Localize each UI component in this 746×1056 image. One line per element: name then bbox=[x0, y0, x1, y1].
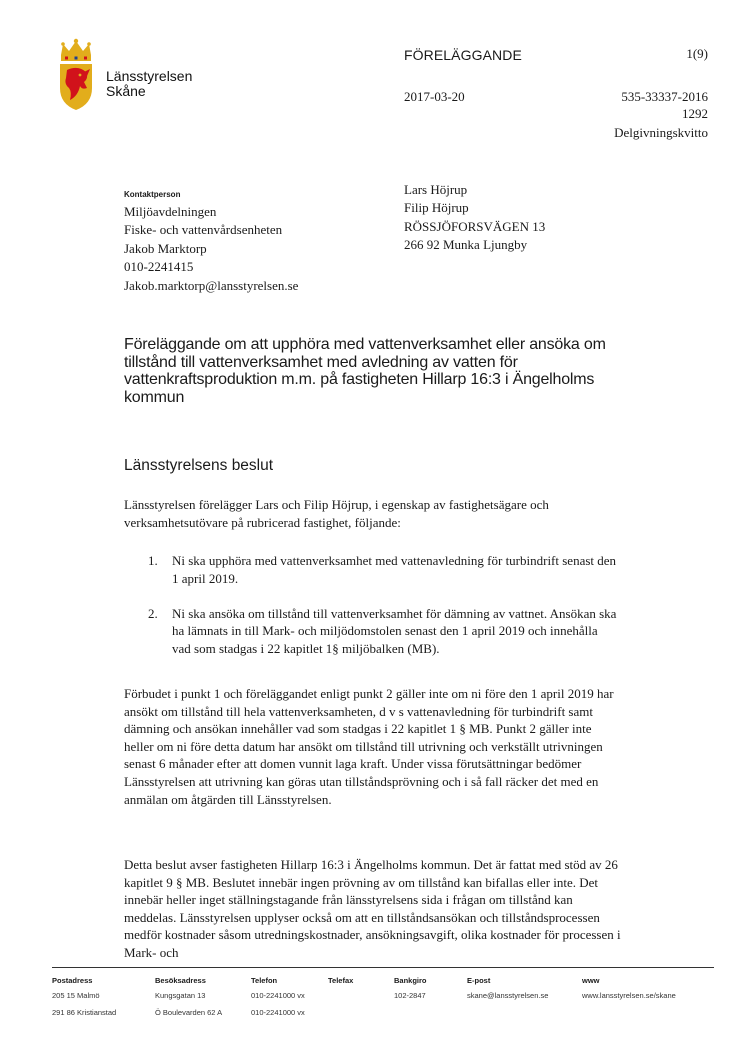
scope-paragraph: Detta beslut avser fastigheten Hillarp 16:3 i Ängelholms kommun. Det är fattat med stöd av 26 kapitlet 9 § MB. Beslutet innebär ingen prövning av om tillstånd kan bifallas eller inte. Det innebär heller inget ställningstagande från länsstyrelsens sida i frågan om tillstånd kan meddelas. Länsstyrelsen upplyser också om att en tillståndsansökan och tillståndsprocessen medför kostnader såsom utredningskostnader, ansökningsavgift, olika kostnader för processen i Mark- och bbox=[124, 857, 621, 960]
decision-list bbox=[148, 552, 618, 658]
footer-web-link[interactable]: www.lansstyrelsen.se/skane bbox=[582, 991, 676, 1000]
document-title: Föreläggande om att upphöra med vattenverksamhet eller ansöka om tillstånd till vattenverksamhet med avledning av vatten för vattenkraftsproduktion m.m. på fastigheten Hillarp 16:3 i Ängelholms kommun bbox=[124, 336, 606, 406]
footer-phone-header: Telefon bbox=[251, 976, 278, 985]
section-heading: Länsstyrelsens beslut bbox=[124, 457, 274, 474]
contact-block bbox=[124, 203, 298, 295]
list-item bbox=[148, 552, 618, 587]
footer-postal-malmo: 205 15 Malmö bbox=[52, 991, 100, 1000]
contact-department: Miljöavdelningen bbox=[124, 204, 217, 219]
footer-postal-kristianstad: 291 86 Kristianstad bbox=[52, 1008, 117, 1017]
page-number: 1(9) bbox=[686, 46, 708, 61]
recipient-postal-city: 266 92 Munka Ljungby bbox=[404, 237, 528, 253]
reference-number: 1292 bbox=[682, 106, 708, 121]
list-item bbox=[148, 605, 618, 658]
footer-giro-number: 102-2847 bbox=[394, 991, 426, 1000]
footer-divider bbox=[52, 967, 714, 968]
footer-visit-kristianstad: Ö Boulevarden 62 A bbox=[155, 1008, 223, 1017]
footer-visit-header: Besöksadress bbox=[155, 976, 206, 985]
contact-email: Jakob.marktorp@lansstyrelsen.se bbox=[124, 277, 299, 293]
case-number: 535-33337-2016 bbox=[621, 89, 708, 104]
list-item-number: 2. bbox=[148, 605, 158, 621]
contact-unit: Fiske- och vattenvårdsenheten bbox=[124, 222, 283, 238]
agency-name-line2: Skåne bbox=[106, 83, 146, 99]
recipient-name-1: Lars Höjrup bbox=[404, 182, 468, 197]
exceptions-paragraph: Förbudet i punkt 1 och föreläggandet enligt punkt 2 gäller inte om ni före den 1 april 2019 har ansökt om tillstånd till hela vattenverksamheten, d v s vattenavledning för turbindrift samt dämning och ansökan innehåller vad som stadgas i 22 kapitlet 1 § MB. Punkt 2 gäller inte heller om ni före detta datum har ansökt om tillstånd till utrivning och verkställt utrivningen senast 6 månader efter att domen vunnit laga kraft. Under vissa förutsättningar bedömer Länsstyrelsen att utrivning kan göras utan tillståndsprövning och i så fall räcker det med en anmälan om åtgärden till Länsstyrelsen. bbox=[124, 686, 614, 807]
footer-web-header: www bbox=[582, 976, 600, 985]
document-type: FÖRELÄGGANDE bbox=[404, 47, 522, 63]
footer-phone-kristianstad: 010-2241000 vx bbox=[251, 1008, 305, 1017]
footer-postal-header: Postadress bbox=[52, 976, 93, 985]
agency-name bbox=[106, 69, 192, 99]
footer-email-link[interactable]: skane@lansstyrelsen.se bbox=[467, 991, 549, 1000]
agency-name-line1: Länsstyrelsen bbox=[106, 68, 193, 84]
recipient-address-block bbox=[404, 181, 545, 255]
list-item-text: Ni ska ansöka om tillstånd till vattenverksamhet för dämning av vattnet. Ansökan ska ha lämnats in till Mark- och miljödomstolen senast den 1 april 2019 och innehålla vad som stadgas i 22 kapitlet 1§ miljöbalken (MB). bbox=[172, 605, 617, 656]
delivery-receipt-label: Delgivningskvitto bbox=[614, 125, 708, 140]
agency-logo bbox=[58, 38, 208, 118]
footer-visit-malmo: Kungsgatan 13 bbox=[155, 991, 206, 1000]
recipient-name-2: Filip Höjrup bbox=[404, 200, 469, 216]
intro-paragraph: Länsstyrelsen förelägger Lars och Filip Höjrup, i egenskap av fastighetsägare och verksamhetsutövare på rubricerad fastighet, följande: bbox=[124, 497, 549, 530]
recipient-street: RÖSSJÖFORSVÄGEN 13 bbox=[404, 218, 546, 234]
contact-person-label: Kontaktperson bbox=[124, 190, 181, 199]
footer-email-header: E-post bbox=[467, 976, 491, 985]
footer-fax-header: Telefax bbox=[328, 976, 354, 985]
contact-name: Jakob Marktorp bbox=[124, 240, 207, 256]
footer-giro-header: Bankgiro bbox=[394, 976, 427, 985]
list-item-text: Ni ska upphöra med vattenverksamhet med vattenavledning för turbindrift senast den 1 april 2019. bbox=[172, 553, 617, 586]
footer-phone-malmo: 010-2241000 vx bbox=[251, 991, 305, 1000]
document-date: 2017-03-20 bbox=[404, 89, 465, 104]
contact-phone: 010-2241415 bbox=[124, 259, 194, 275]
skane-griffin-crest-icon bbox=[58, 38, 94, 112]
list-item-number: 1. bbox=[148, 553, 158, 568]
